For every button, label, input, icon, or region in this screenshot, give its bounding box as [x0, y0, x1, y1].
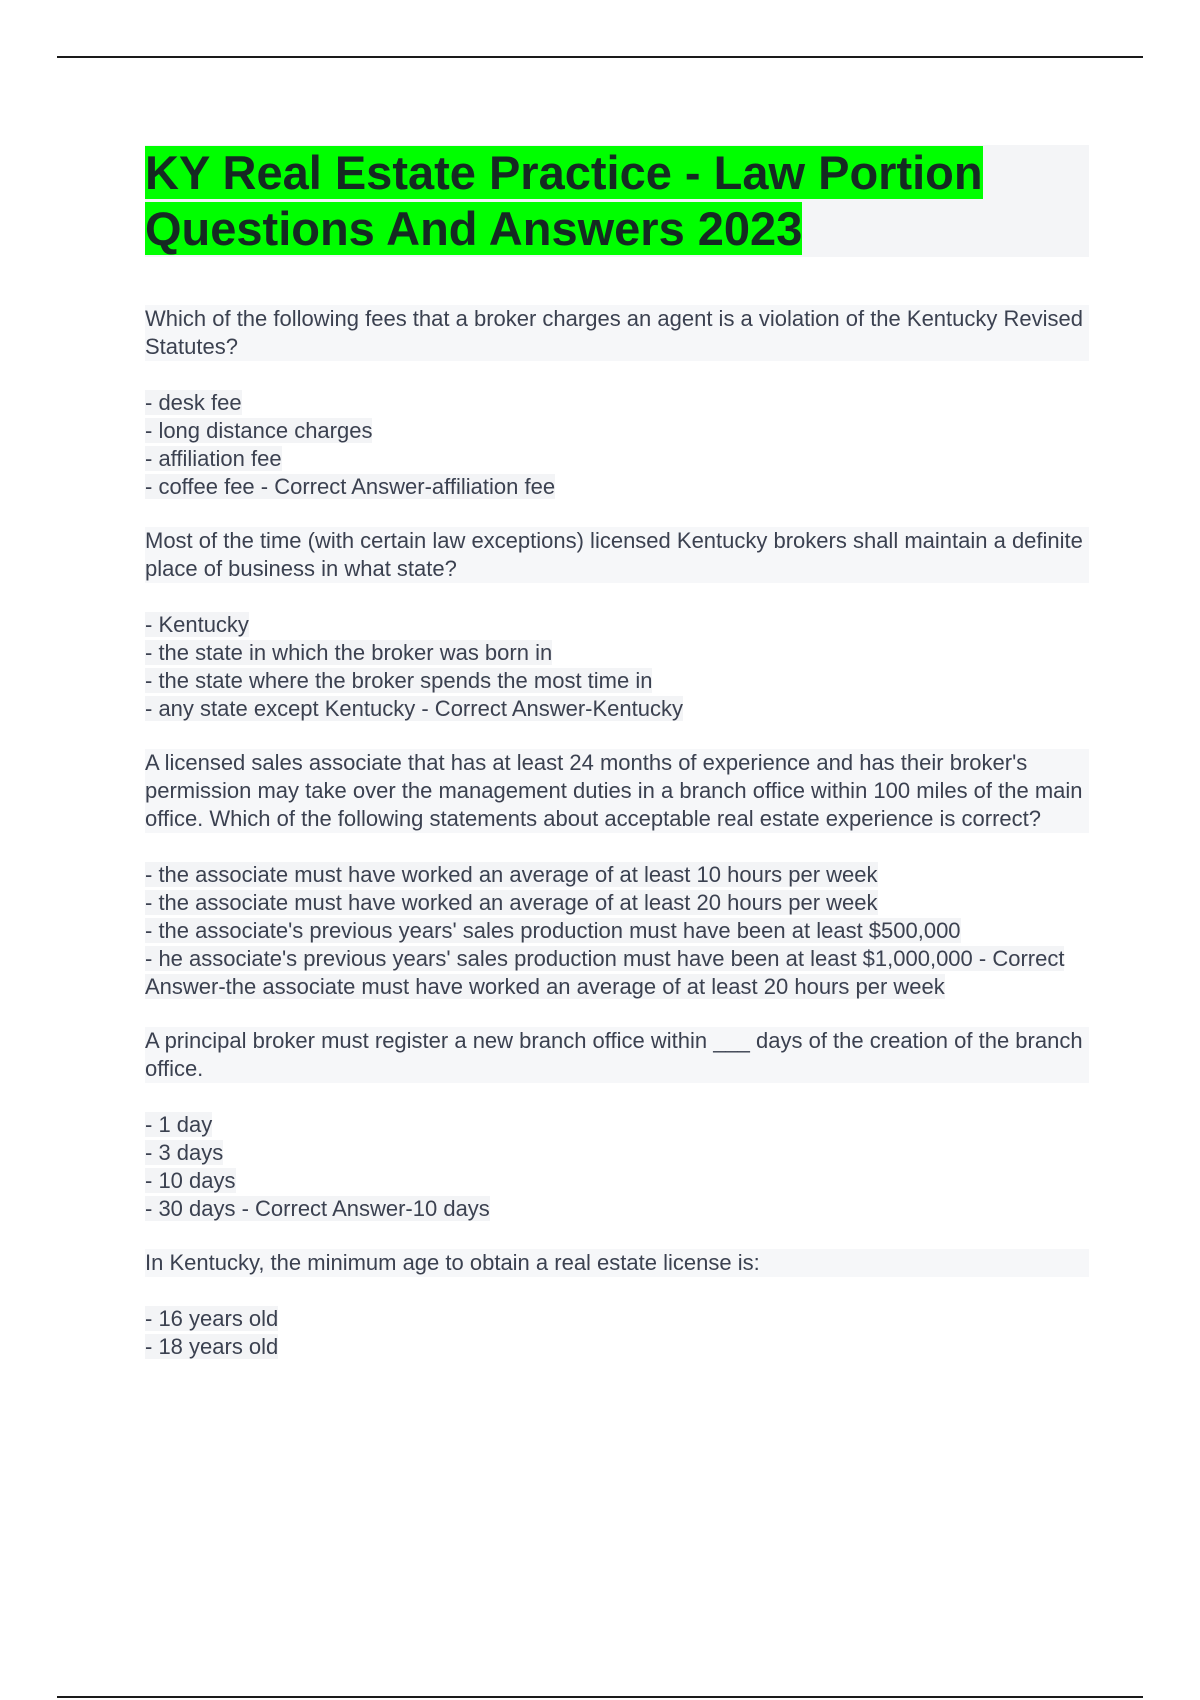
- question-text: A principal broker must register a new branch office within ___ days of the creation of the branch office.: [145, 1027, 1089, 1083]
- title-highlight: KY Real Estate Practice - Law Portion Questions And Answers 2023: [145, 146, 983, 255]
- question-text: In Kentucky, the minimum age to obtain a real estate license is:: [145, 1249, 1089, 1277]
- option-item: - desk fee: [145, 390, 242, 415]
- option-list: [145, 611, 1089, 723]
- option-list: [145, 389, 1089, 501]
- question-block-3: [145, 749, 1089, 1001]
- option-item: - 10 days: [145, 1168, 236, 1193]
- option-item: - 3 days: [145, 1140, 224, 1165]
- option-item: - 1 day: [145, 1112, 213, 1137]
- option-item-with-answer: - 30 days - Correct Answer-10 days: [145, 1196, 490, 1221]
- option-item: - the associate must have worked an average of at least 20 hours per week: [145, 890, 878, 915]
- option-item: - the state in which the broker was born in: [145, 640, 553, 665]
- option-list: [145, 1111, 1089, 1223]
- option-item: - the associate's previous years' sales production must have been at least $500,000: [145, 918, 961, 943]
- option-item-with-answer: - coffee fee - Correct Answer-affiliation fee: [145, 474, 556, 499]
- top-rule: [57, 56, 1143, 58]
- option-item: - 18 years old: [145, 1334, 279, 1359]
- option-item: - the associate must have worked an average of at least 10 hours per week: [145, 862, 878, 887]
- option-item-with-answer: - any state except Kentucky - Correct Answer-Kentucky: [145, 696, 684, 721]
- option-item: - 16 years old: [145, 1306, 279, 1331]
- option-list: [145, 861, 1089, 1001]
- option-item: - affiliation fee: [145, 446, 282, 471]
- question-block-2: [145, 527, 1089, 723]
- question-block-4: [145, 1027, 1089, 1223]
- option-item: - long distance charges: [145, 418, 373, 443]
- option-item-with-answer: - he associate's previous years' sales production must have been at least $1,000,000 - Correct Answer-the associate must have worked an average of at least 20 hours per week: [145, 946, 1065, 999]
- document-body: [145, 145, 1089, 1387]
- question-text: Most of the time (with certain law exceptions) licensed Kentucky brokers shall maintain a definite place of business in what state?: [145, 527, 1089, 583]
- question-text: Which of the following fees that a broker charges an agent is a violation of the Kentucky Revised Statutes?: [145, 305, 1089, 361]
- bottom-rule: [57, 1696, 1143, 1698]
- question-block-5: [145, 1249, 1089, 1361]
- option-list: [145, 1305, 1089, 1361]
- option-item: - Kentucky: [145, 612, 249, 637]
- question-text: A licensed sales associate that has at least 24 months of experience and has their broker's permission may take over the management duties in a branch office within 100 miles of the main office. Which of the following statements about acceptable real estate experience is correct?: [145, 749, 1089, 833]
- document-title: [145, 145, 1089, 257]
- title-block: [145, 145, 1089, 257]
- option-item: - the state where the broker spends the most time in: [145, 668, 653, 693]
- question-block-1: [145, 305, 1089, 501]
